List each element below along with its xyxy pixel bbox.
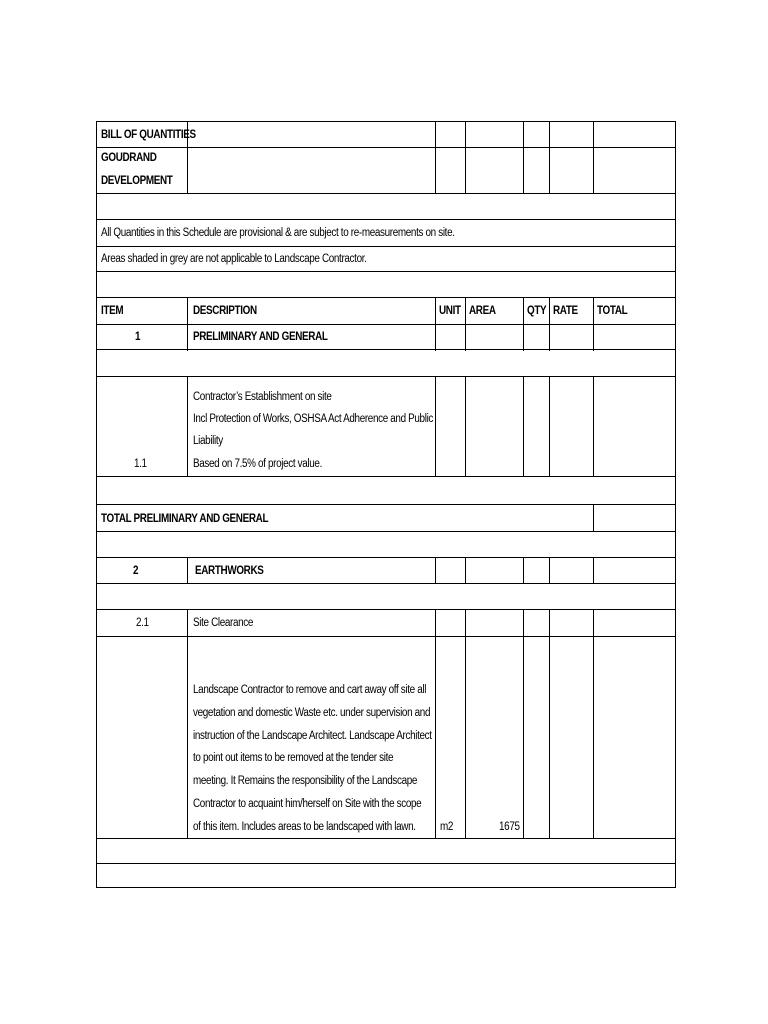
column-header-unit: UNIT: [439, 305, 461, 317]
col-divider: [593, 297, 594, 351]
row-divider: [97, 609, 675, 610]
item-1-1-number: 1.1: [134, 458, 147, 470]
col-divider: [593, 376, 594, 476]
note-provisional: All Quantities in this Schedule are provisional & are subject to re-measurements on site.: [101, 227, 455, 239]
row-divider: [97, 557, 675, 558]
col-divider: [523, 297, 524, 351]
column-header-description: DESCRIPTION: [193, 305, 257, 317]
row-divider: [97, 583, 675, 584]
col-divider: [523, 122, 524, 193]
project-name-line2: DEVELOPMENT: [101, 175, 173, 187]
section-2-item-number: 2: [133, 565, 139, 577]
item-1-1-description-line: Incl Protection of Works, OSHSA Act Adherence and Public: [193, 413, 434, 425]
row-divider: [97, 297, 675, 298]
section-1-total-label: TOTAL PRELIMINARY AND GENERAL: [101, 513, 269, 525]
row-divider: [97, 324, 675, 325]
item-2-1-description-line: meeting. It Remains the responsibility of the Landscape: [193, 775, 418, 787]
column-header-item: ITEM: [101, 305, 124, 317]
column-header-total: TOTAL: [597, 305, 628, 317]
row-divider: [97, 636, 675, 637]
col-divider: [465, 557, 466, 583]
row-divider: [97, 193, 675, 194]
col-divider: [435, 297, 436, 351]
item-2-1-title: Site Clearance: [193, 617, 254, 629]
col-divider: [523, 557, 524, 583]
col-divider: [549, 122, 550, 193]
item-2-1-number: 2.1: [136, 617, 149, 629]
col-divider: [187, 376, 188, 476]
col-divider: [523, 376, 524, 476]
col-divider: [593, 122, 594, 193]
section-1-item-number: 1: [135, 331, 141, 343]
item-2-1-description-line: Landscape Contractor to remove and cart away off site all: [193, 684, 427, 696]
item-2-1-description-line: to point out items to be removed at the tender site: [193, 752, 394, 764]
column-header-rate: RATE: [553, 305, 578, 317]
project-name-line1: GOUDRAND: [101, 152, 157, 164]
item-1-1-description-line: Liability: [193, 435, 223, 447]
row-divider: [97, 219, 675, 220]
col-divider: [187, 297, 188, 351]
column-header-qty: QTY: [527, 305, 547, 317]
col-divider: [593, 557, 594, 583]
document-title: BILL OF QUANTITIES: [101, 129, 196, 141]
item-2-1-description-line: Contractor to acquaint him/herself on Site with the scope: [193, 798, 422, 810]
col-divider: [549, 609, 550, 838]
item-2-1-unit: m2: [440, 821, 454, 833]
note-grey-areas: Areas shaded in grey are not applicable to Landscape Contractor.: [101, 253, 367, 265]
col-divider: [465, 297, 466, 351]
item-2-1-description-line: instruction of the Landscape Architect. Landscape Architect: [193, 730, 432, 742]
row-divider: [97, 531, 675, 532]
item-2-1-description-line: of this item. Includes areas to be landscaped with lawn.: [193, 821, 416, 833]
col-divider: [465, 122, 466, 193]
col-divider: [187, 557, 188, 583]
item-2-1-description-line: vegetation and domestic Waste etc. under supervision and: [193, 707, 431, 719]
row-divider: [97, 246, 675, 247]
row-divider: [97, 271, 675, 272]
col-divider: [187, 609, 188, 838]
bill-of-quantities-sheet: [96, 121, 676, 888]
col-divider: [549, 557, 550, 583]
col-divider: [435, 122, 436, 193]
section-1-title: PRELIMINARY AND GENERAL: [193, 331, 328, 343]
col-divider: [593, 609, 594, 838]
row-divider: [97, 476, 675, 477]
col-divider: [549, 376, 550, 476]
col-divider: [435, 557, 436, 583]
section-2-title: EARTHWORKS: [195, 565, 264, 577]
row-divider: [97, 863, 675, 864]
row-divider: [97, 376, 675, 377]
col-divider: [593, 504, 594, 531]
row-divider: [97, 147, 675, 148]
item-2-1-area: 1675: [499, 821, 520, 833]
item-1-1-description-line: Based on 7.5% of project value.: [193, 458, 322, 470]
column-header-area: AREA: [469, 305, 496, 317]
item-1-1-description-line: Contractor’s Establishment on site: [193, 391, 332, 403]
row-divider: [97, 349, 675, 350]
row-divider: [97, 504, 675, 505]
col-divider: [523, 609, 524, 838]
